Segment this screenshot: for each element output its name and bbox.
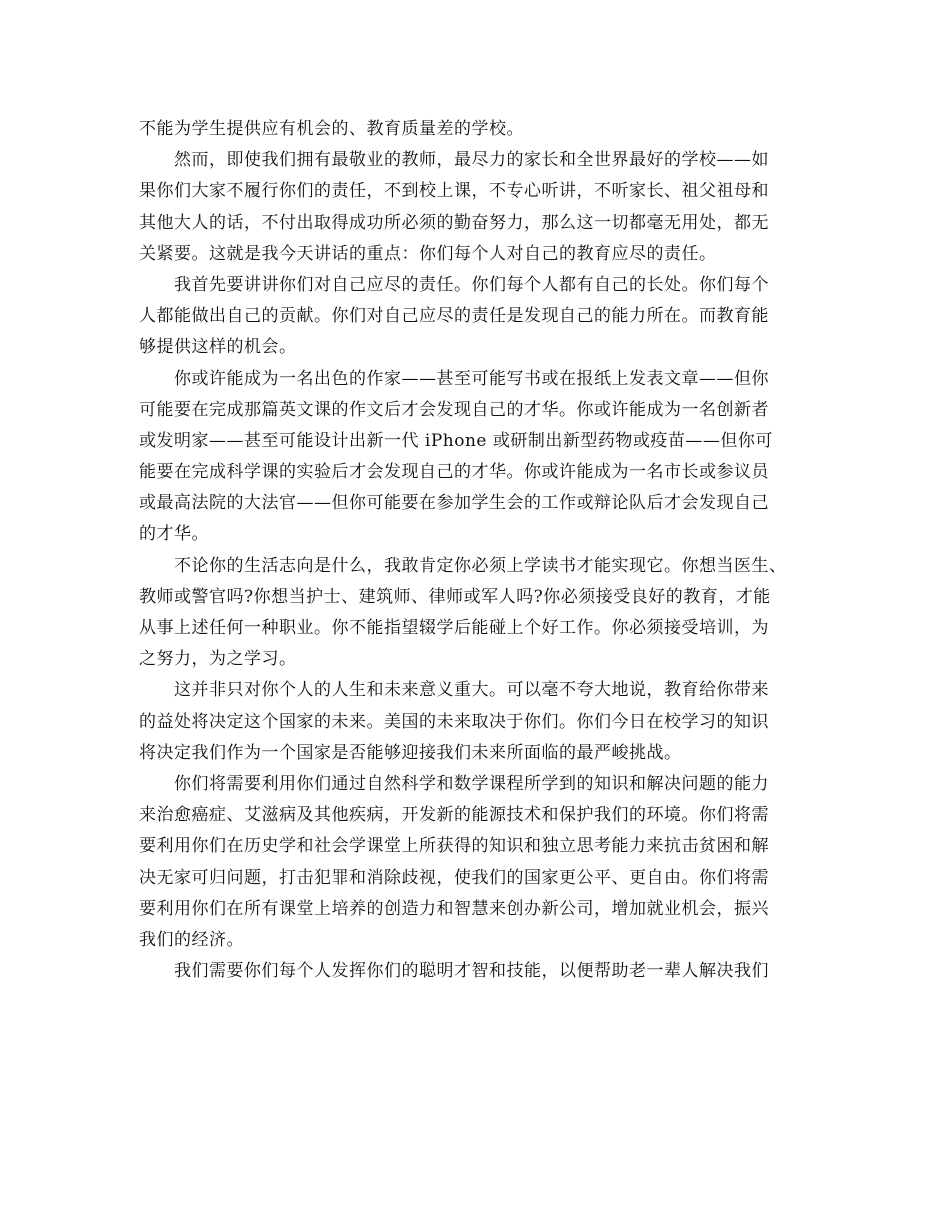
text-line: 或发明家——甚至可能设计出新一代 iPhone 或研制出新型药物或疫苗——但你可 — [139, 430, 773, 451]
text-line: 之努力，为之学习。 — [139, 649, 297, 670]
text-line: 将决定我们作为一个国家是否能够迎接我们未来所面临的最严峻挑战。 — [139, 742, 682, 763]
text-line: 决无家可归问题，打击犯罪和消除歧视，使我们的国家更公平、更自由。你们将需 — [139, 867, 769, 888]
paragraph-first-line: 不论你的生活志向是什么，我敢肯定你必须上学读书才能实现它。你想当医生、 — [174, 555, 787, 576]
text-line: 关紧要。这就是我今天讲话的重点：你们每个人对自己的教育应尽的责任。 — [139, 243, 717, 264]
text-line: 不能为学生提供应有机会的、教育质量差的学校。 — [139, 119, 524, 139]
text-line: 能要在完成科学课的实验后才会发现自己的才华。你或许能成为一名市长或参议员 — [139, 462, 769, 483]
paragraph-first-line: 你或许能成为一名出色的作家——甚至可能写书或在报纸上发表文章——但你 — [174, 368, 769, 389]
text-line: 要利用你们在历史学和社会学课堂上所获得的知识和独立思考能力来抗击贫困和解 — [139, 836, 769, 857]
paragraph-first-line: 我首先要讲讲你们对自己应尽的责任。你们每个人都有自己的长处。你们每个 — [174, 274, 769, 295]
text-line: 够提供这样的机会。 — [139, 337, 297, 358]
text-line: 来治愈癌症、艾滋病及其他疾病，开发新的能源技术和保护我们的环境。你们将需 — [139, 805, 769, 826]
text-line: 的才华。 — [139, 524, 209, 545]
paragraph-first-line: 然而，即使我们拥有最敬业的教师，最尽力的家长和全世界最好的学校——如 — [174, 150, 769, 171]
text-line: 我们的经济。 — [139, 929, 244, 950]
paragraph-first-line: 我们需要你们每个人发挥你们的聪明才智和技能，以便帮助老一辈人解决我们 — [174, 961, 769, 982]
text-line: 人都能做出自己的贡献。你们对自己应尽的责任是发现自己的能力所在。而教育能 — [139, 306, 769, 327]
document-body — [139, 114, 815, 987]
text-line: 可能要在完成那篇英文课的作文后才会发现自己的才华。你或许能成为一名创新者 — [139, 399, 769, 420]
text-line: 从事上述任何一种职业。你不能指望辍学后能碰上个好工作。你必须接受培训，为 — [139, 618, 769, 638]
text-line: 果你们大家不履行你们的责任，不到校上课，不专心听讲，不听家长、祖父祖母和 — [139, 181, 769, 202]
text-line: 其他大人的话，不付出取得成功所必须的勤奋努力，那么这一切都毫无用处，都无 — [139, 212, 769, 233]
paragraph-first-line: 这并非只对你个人的人生和未来意义重大。可以毫不夸大地说，教育给你带来 — [174, 680, 769, 701]
text-line: 要利用你们在所有课堂上培养的创造力和智慧来创办新公司，增加就业机会，振兴 — [139, 898, 769, 919]
text-line: 教师或警官吗?你想当护士、建筑师、律师或军人吗?你必须接受良好的教育，才能 — [139, 586, 771, 607]
text-line: 或最高法院的大法官——但你可能要在参加学生会的工作或辩论队后才会发现自己 — [139, 493, 769, 514]
text-line: 的益处将决定这个国家的未来。美国的未来取决于你们。你们今日在校学习的知识 — [139, 711, 769, 732]
paragraph-first-line: 你们将需要利用你们通过自然科学和数学课程所学到的知识和解决问题的能力 — [174, 773, 769, 794]
